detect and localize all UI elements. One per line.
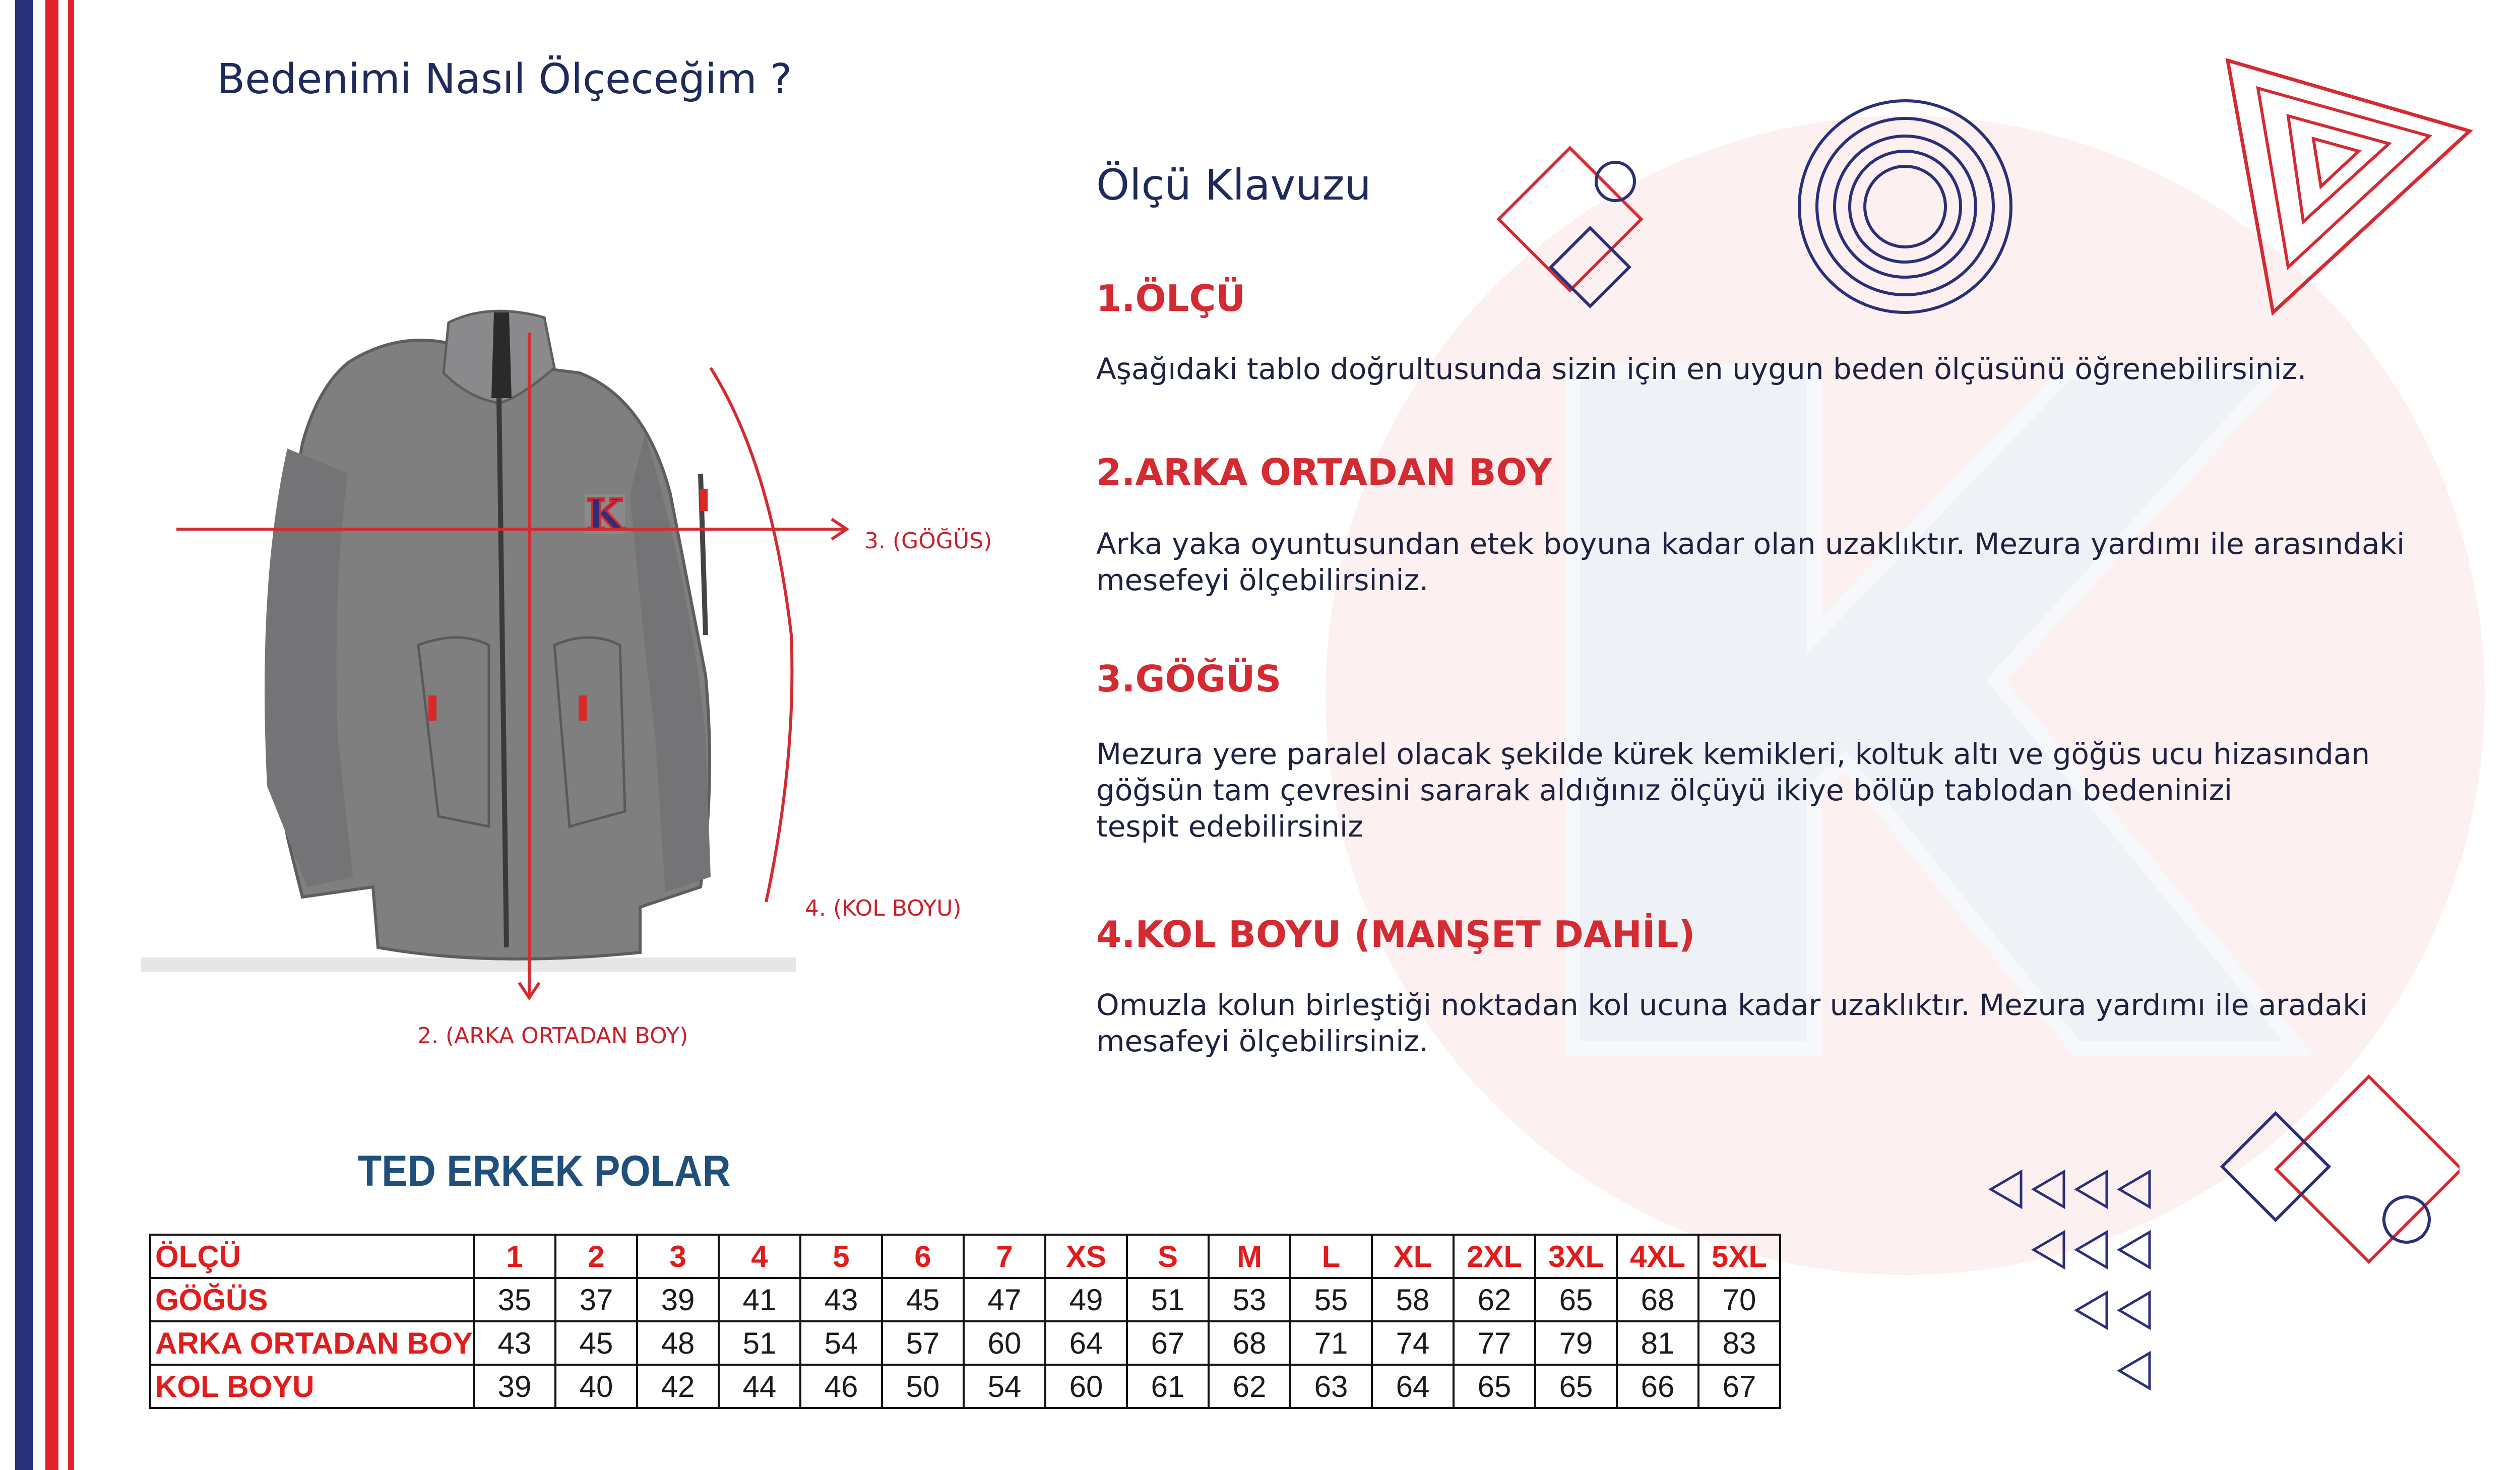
decor-nested-triangles xyxy=(2218,50,2480,323)
table-cell: 54 xyxy=(800,1321,882,1365)
size-header: 2XL xyxy=(1454,1235,1535,1278)
table-cell: 43 xyxy=(474,1321,555,1365)
section-text-olcu: Aşağıdaki tablo doğrultusunda sizin için en uygun beden ölçüsünü öğrenebilirsiniz. xyxy=(1096,352,2307,386)
table-cell: 62 xyxy=(1454,1278,1535,1321)
table-cell: 39 xyxy=(637,1278,719,1321)
table-header-row xyxy=(150,1235,1780,1278)
size-header: L xyxy=(1290,1235,1372,1278)
table-header-label: ÖLÇÜ xyxy=(150,1235,474,1278)
table-cell: 41 xyxy=(719,1278,800,1321)
decor-arrow-triangles xyxy=(1986,1169,2187,1401)
size-header: XL xyxy=(1372,1235,1454,1278)
table-row-arka-ortadan-boy xyxy=(150,1321,1780,1365)
table-cell: 65 xyxy=(1535,1278,1617,1321)
table-cell: 47 xyxy=(964,1278,1045,1321)
svg-text:K: K xyxy=(586,490,624,541)
decor-concentric-circles xyxy=(1794,96,2016,317)
table-cell: 79 xyxy=(1535,1321,1617,1365)
section-heading-kol-boyu: 4.KOL BOYU (MANŞET DAHİL) xyxy=(1096,913,1695,955)
label-sleeve: 4. (KOL BOYU) xyxy=(805,896,962,921)
section-text-arka-ortadan-boy: Arka yaka oyuntusundan etek boyuna kadar olan uzaklıktır. Mezura yardımı ile arasındaki mesefeyi ölçebilirsiniz. xyxy=(1096,527,2405,597)
table-cell: 53 xyxy=(1209,1278,1290,1321)
size-header: 6 xyxy=(882,1235,964,1278)
table-cell: 63 xyxy=(1290,1365,1372,1408)
size-header: 5 xyxy=(800,1235,882,1278)
table-cell: 62 xyxy=(1209,1365,1290,1408)
table-cell: 71 xyxy=(1290,1321,1372,1365)
table-cell: 51 xyxy=(719,1321,800,1365)
table-cell: 40 xyxy=(555,1365,637,1408)
section-heading-olcu: 1.ÖLÇÜ xyxy=(1096,277,1245,319)
size-header: M xyxy=(1209,1235,1290,1278)
guide-title: Ölçü Klavuzu xyxy=(1096,160,1371,210)
jacket-illustration xyxy=(136,282,867,1038)
table-cell: 60 xyxy=(964,1321,1045,1365)
stripe-red-1 xyxy=(45,0,58,1470)
row-label: KOL BOYU xyxy=(150,1365,474,1408)
size-header: XS xyxy=(1045,1235,1127,1278)
table-cell: 49 xyxy=(1045,1278,1127,1321)
table-cell: 55 xyxy=(1290,1278,1372,1321)
table-cell: 74 xyxy=(1372,1321,1454,1365)
size-header: 5XL xyxy=(1698,1235,1780,1278)
table-cell: 50 xyxy=(882,1365,964,1408)
table-cell: 57 xyxy=(882,1321,964,1365)
table-cell: 68 xyxy=(1209,1321,1290,1365)
table-cell: 46 xyxy=(800,1365,882,1408)
table-cell: 70 xyxy=(1698,1278,1780,1321)
table-cell: 48 xyxy=(637,1321,719,1365)
table-cell: 64 xyxy=(1045,1321,1127,1365)
table-cell: 65 xyxy=(1535,1365,1617,1408)
decor-diamonds-bottom xyxy=(2218,1073,2460,1285)
section-text-kol-boyu: Omuzla kolun birleştiği noktadan kol ucuna kadar uzaklıktır. Mezura yardımı ile aradaki mesafeyi ölçebilirsiniz. xyxy=(1096,988,2368,1058)
table-cell: 77 xyxy=(1454,1321,1535,1365)
table-cell: 35 xyxy=(474,1278,555,1321)
table-cell: 64 xyxy=(1372,1365,1454,1408)
table-cell: 61 xyxy=(1127,1365,1209,1408)
table-row-gogus xyxy=(150,1278,1780,1321)
size-header: 4 xyxy=(719,1235,800,1278)
table-cell: 81 xyxy=(1617,1321,1698,1365)
table-cell: 66 xyxy=(1617,1365,1698,1408)
stripe-red-2 xyxy=(68,0,74,1470)
table-cell: 45 xyxy=(882,1278,964,1321)
size-table-title: TED ERKEK POLAR xyxy=(358,1147,731,1195)
section-heading-gogus: 3.GÖĞÜS xyxy=(1096,658,1282,700)
table-cell: 58 xyxy=(1372,1278,1454,1321)
size-header: 1 xyxy=(474,1235,555,1278)
stripe-navy xyxy=(15,0,33,1470)
size-header: 3 xyxy=(637,1235,719,1278)
size-header: 3XL xyxy=(1535,1235,1617,1278)
table-row-kol-boyu xyxy=(150,1365,1780,1408)
section-heading-arka-ortadan-boy: 2.ARKA ORTADAN BOY xyxy=(1096,451,1552,493)
size-table xyxy=(149,1234,1781,1409)
size-header: 7 xyxy=(964,1235,1045,1278)
table-cell: 67 xyxy=(1698,1365,1780,1408)
label-back-length: 2. (ARKA ORTADAN BOY) xyxy=(417,1023,688,1049)
table-cell: 83 xyxy=(1698,1321,1780,1365)
size-header: 2 xyxy=(555,1235,637,1278)
table-cell: 60 xyxy=(1045,1365,1127,1408)
label-chest: 3. (GÖĞÜS) xyxy=(864,528,992,554)
row-label: GÖĞÜS xyxy=(150,1278,474,1321)
page-title: Bedenimi Nasıl Ölçeceğim ? xyxy=(217,55,792,103)
decor-diamonds-top xyxy=(1492,141,1683,333)
table-cell: 51 xyxy=(1127,1278,1209,1321)
table-cell: 44 xyxy=(719,1365,800,1408)
table-cell: 43 xyxy=(800,1278,882,1321)
table-cell: 65 xyxy=(1454,1365,1535,1408)
section-text-gogus: Mezura yere paralel olacak şekilde kürek kemikleri, koltuk altı ve göğüs ucu hizasından göğsün tam çevresini sararak aldığınız ölçüyü ikiye bölüp tablodan bedeninizi tespit edebilirsiniz xyxy=(1096,737,2370,844)
size-header: S xyxy=(1127,1235,1209,1278)
row-label: ARKA ORTADAN BOY xyxy=(150,1321,474,1365)
table-cell: 42 xyxy=(637,1365,719,1408)
table-cell: 68 xyxy=(1617,1278,1698,1321)
table-cell: 37 xyxy=(555,1278,637,1321)
table-cell: 39 xyxy=(474,1365,555,1408)
table-cell: 54 xyxy=(964,1365,1045,1408)
table-cell: 45 xyxy=(555,1321,637,1365)
table-cell: 67 xyxy=(1127,1321,1209,1365)
size-header: 4XL xyxy=(1617,1235,1698,1278)
